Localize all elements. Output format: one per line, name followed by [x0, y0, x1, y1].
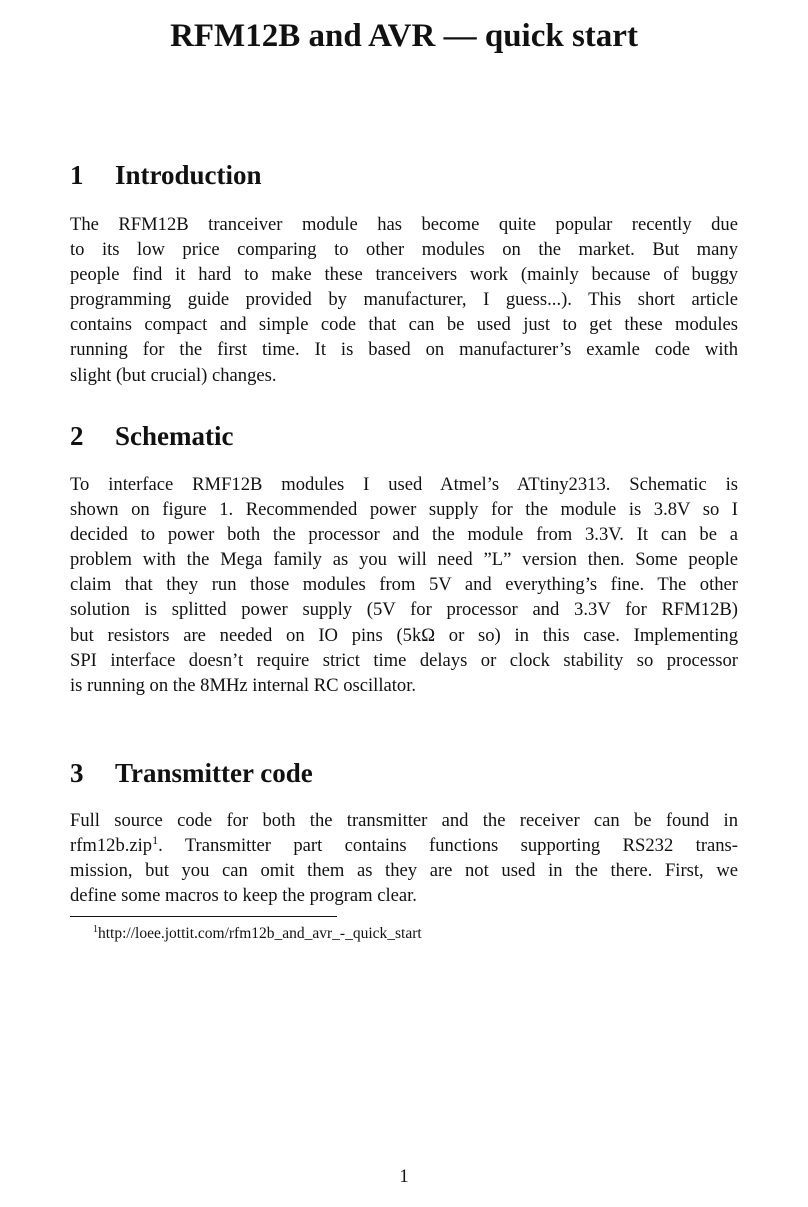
text-continuation: . Transmitter part contains functions supporting RS232 trans-	[158, 835, 738, 857]
text-line: to its low price comparing to other modules on the market. But many	[70, 239, 738, 261]
text-line-with-footnote	[70, 833, 738, 858]
section-number: 3	[70, 758, 84, 788]
text-line: shown on figure 1. Recommended power supply for the module is 3.8V so I	[70, 499, 738, 521]
text-line: define some macros to keep the program clear.	[70, 885, 417, 907]
footnote-url[interactable]: http://loee.jottit.com/rfm12b_and_avr_-_quick_start	[98, 925, 422, 942]
document-title: RFM12B and AVR — quick start	[170, 18, 638, 54]
footnote-mark: 1	[93, 923, 98, 935]
section-number: 2	[70, 421, 84, 451]
footnote-reference[interactable]: 1	[152, 832, 159, 847]
footnote-divider	[70, 916, 337, 917]
text-line: mission, but you can omit them as they are not used in the there. First, we	[70, 860, 738, 882]
text-line: The RFM12B tranceiver module has become quite popular recently due	[70, 214, 738, 235]
section-number: 1	[70, 160, 84, 190]
text-line: solution is splitted power supply (5V for processor and 3.3V for RFM12B)	[70, 599, 738, 621]
section-heading-schematic	[70, 419, 233, 453]
section-title: Transmitter code	[115, 758, 313, 788]
text-line: claim that they run those modules from 5V and everything’s fine. The other	[70, 574, 738, 596]
section-title: Schematic	[115, 421, 234, 451]
section-heading-introduction	[70, 158, 262, 192]
page-number: 1	[399, 1166, 409, 1187]
text-line: decided to power both the processor and the module from 3.3V. It can be a	[70, 524, 738, 546]
section-heading-transmitter-code	[70, 756, 313, 790]
schematic-paragraph	[70, 472, 738, 698]
text-line: is running on the 8MHz internal RC oscillator.	[70, 674, 417, 696]
text-line: SPI interface doesn’t require strict time delays or clock stability so processor	[70, 649, 738, 671]
transmitter-code-paragraph	[70, 808, 738, 908]
text-line: running for the first time. It is based on manufacturer’s examle code with	[70, 339, 738, 361]
text-line: problem with the Mega family as you will need ”L” version then. Some people	[70, 549, 738, 571]
footnote	[93, 923, 422, 945]
text-line: To interface RMF12B modules I used Atmel’s ATtiny2313. Schematic is	[70, 474, 738, 495]
section-title: Introduction	[115, 160, 262, 190]
text-line: slight (but crucial) changes.	[70, 364, 277, 386]
text-line: Full source code for both the transmitter and the receiver can be found in	[70, 810, 738, 831]
text-line: programming guide provided by manufacturer, I guess...). This short article	[70, 289, 738, 311]
archive-filename: rfm12b.zip	[70, 835, 153, 857]
text-line: but resistors are needed on IO pins (5kΩ or so) in this case. Implementing	[70, 624, 738, 646]
introduction-paragraph	[70, 212, 738, 388]
text-line: contains compact and simple code that can be used just to get these modules	[70, 314, 738, 336]
text-line: people find it hard to make these tranceivers work (mainly because of buggy	[70, 264, 738, 286]
